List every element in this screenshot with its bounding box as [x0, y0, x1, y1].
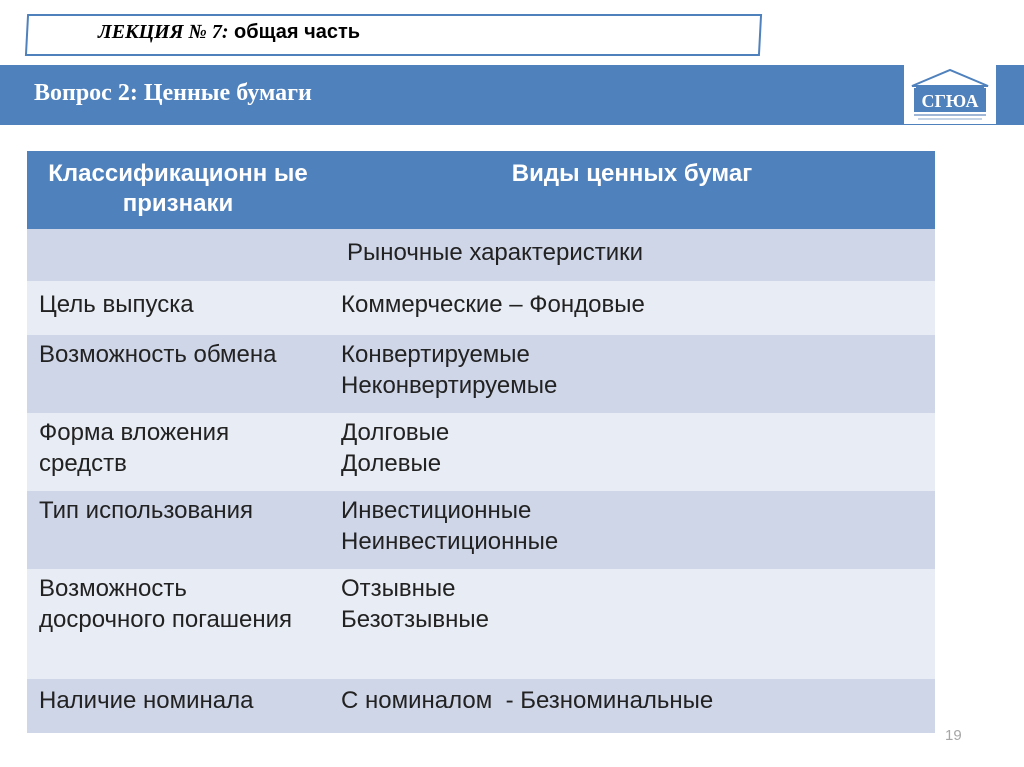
lecture-heading — [98, 21, 360, 44]
table-row — [27, 679, 935, 733]
lecture-number: ЛЕКЦИЯ № 7: — [98, 21, 229, 43]
row-kind: Долговые — [341, 419, 450, 446]
row-kind: Коммерческие – Фондовые — [341, 291, 645, 318]
university-logo — [904, 64, 996, 124]
row-feature: Возможность досрочного погашения — [39, 575, 293, 633]
table-row — [27, 413, 935, 491]
row-feature: Форма вложения средств — [39, 419, 230, 477]
row-feature: Возможность обмена — [39, 341, 277, 368]
row-feature: Тип использования — [39, 497, 253, 524]
row-feature: Наличие номинала — [39, 687, 254, 714]
row-kind: Долевые — [341, 450, 442, 477]
table-row — [27, 491, 935, 569]
page-number: 19 — [945, 727, 962, 744]
table-row — [27, 569, 935, 679]
row-kind: Неинвестиционные — [341, 528, 559, 555]
header-kinds: Виды ценных бумаг — [329, 151, 935, 229]
lecture-topic: общая часть — [234, 21, 361, 43]
row-kind: Конвертируемые — [341, 341, 530, 368]
question-title: Вопрос 2: Ценные бумаги — [34, 80, 312, 106]
securities-table — [27, 151, 935, 733]
logo-text: СГЮА — [921, 91, 979, 111]
table-row — [27, 335, 935, 413]
row-kind: Безотзывные — [341, 606, 489, 633]
row-kind: Неконвертируемые — [341, 372, 558, 399]
row-feature: Цель выпуска — [39, 291, 194, 318]
row-kind: С номиналом - Безноминальные — [341, 687, 714, 714]
row-kind: Инвестиционные — [341, 497, 532, 524]
header-features: Классификационн ые признаки — [27, 151, 329, 229]
table-row — [27, 281, 935, 335]
row-kind: Отзывные — [341, 575, 456, 602]
section-row: Рыночные характеристики — [27, 229, 935, 281]
